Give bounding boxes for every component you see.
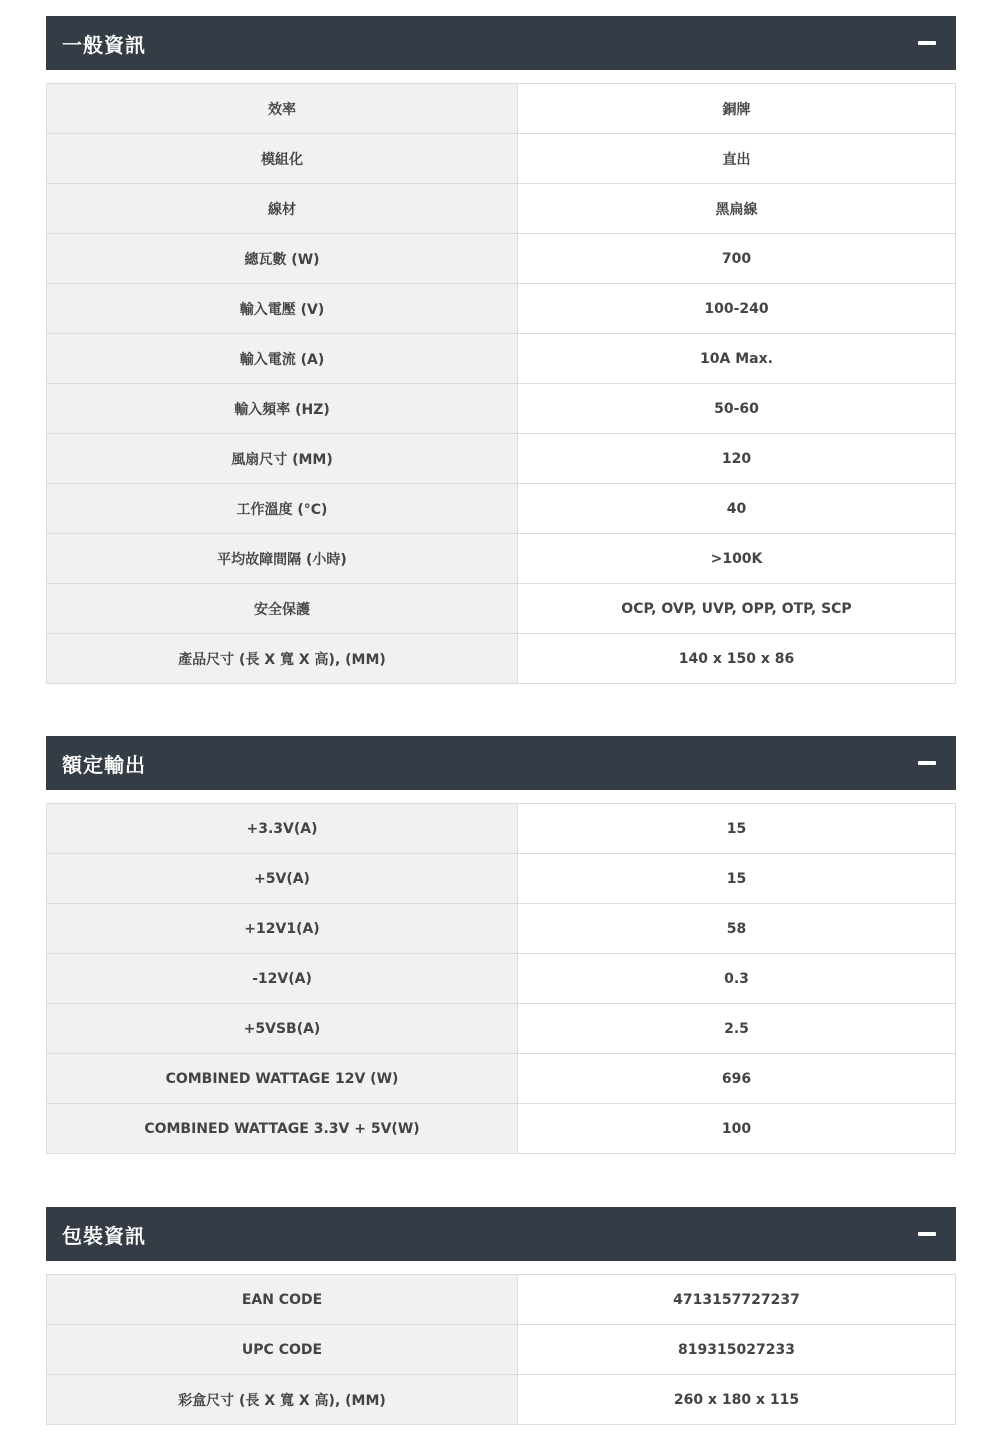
table-row: [47, 904, 956, 954]
table-row: [47, 334, 956, 384]
spec-label: 安全保護: [47, 584, 518, 634]
spec-label: UPC CODE: [47, 1325, 518, 1375]
spec-value: 100: [518, 1104, 956, 1154]
section-title: 一般資訊: [62, 32, 146, 57]
spec-label: 輸入頻率 (HZ): [47, 384, 518, 434]
section-header-rated-output[interactable]: [46, 736, 956, 790]
table-row: [47, 1325, 956, 1375]
table-row: [47, 284, 956, 334]
table-row: [47, 234, 956, 284]
table-row: [47, 1054, 956, 1104]
spec-value: 100-240: [518, 284, 956, 334]
minus-icon[interactable]: [918, 1232, 936, 1236]
spec-label: 輸入電流 (A): [47, 334, 518, 384]
table-row: [47, 84, 956, 134]
spec-value: 700: [518, 234, 956, 284]
table-row: [47, 584, 956, 634]
table-row: [47, 384, 956, 434]
spec-value: 40: [518, 484, 956, 534]
spec-value: 140 x 150 x 86: [518, 634, 956, 684]
spec-value: 260 x 180 x 115: [518, 1375, 956, 1425]
section-header-general-info[interactable]: [46, 16, 956, 70]
table-row: [47, 634, 956, 684]
section-title: 額定輸出: [62, 752, 146, 777]
spec-label: 輸入電壓 (V): [47, 284, 518, 334]
spec-label: 風扇尺寸 (MM): [47, 434, 518, 484]
spec-value: 50-60: [518, 384, 956, 434]
table-row: [47, 1004, 956, 1054]
spec-label: +12V1(A): [47, 904, 518, 954]
spec-value: 15: [518, 854, 956, 904]
minus-icon[interactable]: [918, 41, 936, 45]
spec-label: +3.3V(A): [47, 804, 518, 854]
spec-value: 0.3: [518, 954, 956, 1004]
spec-table-rated-output: [46, 803, 956, 1154]
spec-label: 模組化: [47, 134, 518, 184]
spec-value: 120: [518, 434, 956, 484]
spec-label: 總瓦數 (W): [47, 234, 518, 284]
table-row: [47, 484, 956, 534]
spec-value: 10A Max.: [518, 334, 956, 384]
table-row: [47, 1275, 956, 1325]
spec-value: 銅牌: [518, 84, 956, 134]
spec-value: 819315027233: [518, 1325, 956, 1375]
table-row: [47, 954, 956, 1004]
spec-label: COMBINED WATTAGE 12V (W): [47, 1054, 518, 1104]
section-rated-output: [46, 736, 956, 1154]
spec-value: 58: [518, 904, 956, 954]
spec-value: >100K: [518, 534, 956, 584]
spec-label: 產品尺寸 (長 X 寬 X 高), (MM): [47, 634, 518, 684]
table-row: [47, 804, 956, 854]
section-general-info: [46, 16, 956, 684]
spec-value: 15: [518, 804, 956, 854]
spec-label: -12V(A): [47, 954, 518, 1004]
spec-label: +5VSB(A): [47, 1004, 518, 1054]
spec-value: 直出: [518, 134, 956, 184]
spec-value: OCP, OVP, UVP, OPP, OTP, SCP: [518, 584, 956, 634]
spec-value: 2.5: [518, 1004, 956, 1054]
spec-table-general-info: [46, 83, 956, 684]
spec-label: 工作溫度 (°C): [47, 484, 518, 534]
table-row: [47, 184, 956, 234]
table-row: [47, 1375, 956, 1425]
spec-label: 彩盒尺寸 (長 X 寬 X 高), (MM): [47, 1375, 518, 1425]
spec-label: +5V(A): [47, 854, 518, 904]
section-title: 包裝資訊: [62, 1223, 146, 1248]
spec-label: EAN CODE: [47, 1275, 518, 1325]
spec-label: 平均故障間隔 (小時): [47, 534, 518, 584]
minus-icon[interactable]: [918, 761, 936, 765]
spec-label: 效率: [47, 84, 518, 134]
spec-value: 696: [518, 1054, 956, 1104]
section-header-packaging-info[interactable]: [46, 1207, 956, 1261]
spec-label: 線材: [47, 184, 518, 234]
table-row: [47, 854, 956, 904]
table-row: [47, 534, 956, 584]
table-row: [47, 1104, 956, 1154]
spec-label: COMBINED WATTAGE 3.3V + 5V(W): [47, 1104, 518, 1154]
section-packaging-info: [46, 1207, 956, 1425]
spec-value: 黑扁線: [518, 184, 956, 234]
table-row: [47, 134, 956, 184]
spec-value: 4713157727237: [518, 1275, 956, 1325]
spec-table-packaging-info: [46, 1274, 956, 1425]
table-row: [47, 434, 956, 484]
